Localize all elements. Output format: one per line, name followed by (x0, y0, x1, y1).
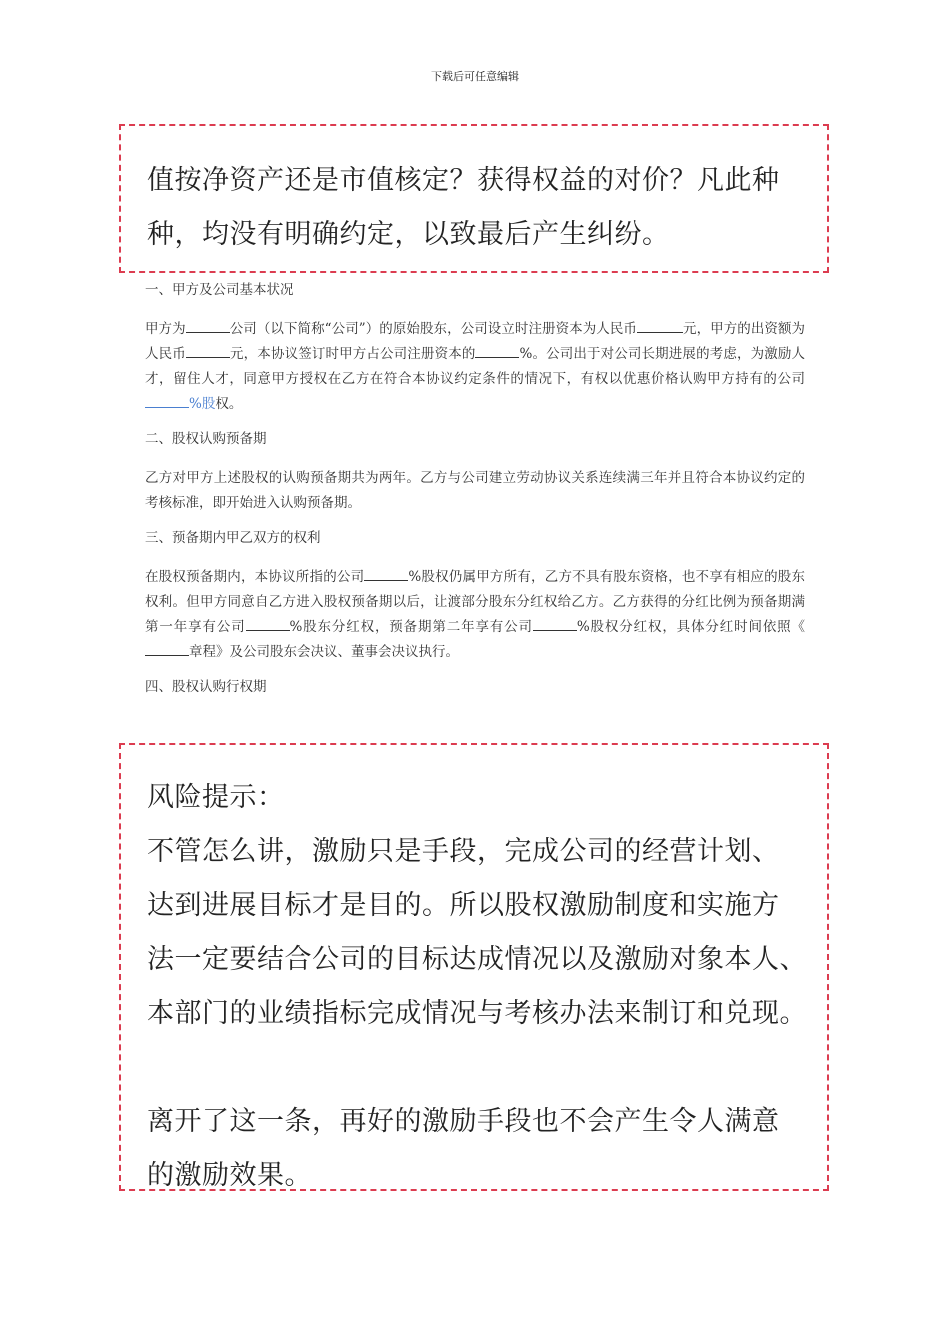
section-3-text-a: 在股权预备期内，本协议所指的公司 (145, 569, 365, 585)
blank-field (145, 642, 189, 657)
agreement-body (145, 278, 805, 714)
section-1-text-d: 元，本协议签订时甲方占公司注册资本的 (229, 346, 476, 362)
section-2-heading: 二、股权认购预备期 (145, 431, 267, 447)
risk-line-4: 本部门的业绩指标完成情况与考核办法来制订和兑现。 (147, 998, 807, 1029)
top-note-line-2: 种，均没有明确约定，以致最后产生纠纷。 (147, 219, 670, 250)
section-1-text-a: 甲方为 (145, 321, 186, 337)
section-4-heading: 四、股权认购行权期 (145, 679, 267, 695)
blank-field (186, 319, 230, 334)
top-note-box (119, 124, 829, 273)
blank-field (637, 319, 675, 334)
blank-field (533, 617, 577, 632)
blank-field (675, 319, 683, 334)
section-3-text-e: 章程》及公司股东会决议、董事会决议执行。 (189, 644, 459, 660)
risk-line-1: 不管怎么讲，激励只是手段，完成公司的经营计划、 (147, 836, 780, 867)
blank-field (364, 567, 408, 582)
section-1-text-f: 权。 (215, 396, 243, 412)
section-2-paragraph: 乙方对甲方上述股权的认购预备期共为两年。乙方与公司建立劳动协议关系连续满三年并且符合本协议约定的考核标准，即开始进入认购预备期。 (145, 470, 805, 511)
risk-warning-box (119, 743, 829, 1191)
top-note-line-1: 值按净资产还是市值核定？获得权益的对价？凡此种 (147, 165, 780, 196)
paragraph-gap (147, 1041, 827, 1095)
blank-field (186, 344, 230, 359)
section-1-heading: 一、甲方及公司基本状况 (145, 282, 294, 298)
risk-line-5: 离开了这一条，再好的激励手段也不会产生令人满意 (147, 1106, 780, 1137)
risk-line-3: 法一定要结合公司的目标达成情况以及激励对象本人、 (147, 944, 807, 975)
blank-field (246, 617, 290, 632)
equity-link-text: %股 (189, 396, 216, 412)
section-3-heading: 三、预备期内甲乙双方的权利 (145, 530, 321, 546)
equity-link[interactable] (145, 396, 215, 412)
blank-field (145, 394, 189, 409)
risk-line-2: 达到进展目标才是目的。所以股权激励制度和实施方 (147, 890, 780, 921)
section-1-text-c: 元，甲方的出资额为人民币 (145, 321, 806, 362)
risk-title: 风险提示： (147, 782, 285, 813)
section-1-text-e: %。公司出于对公司长期进展的考虑，为激励人才，留住人才，同意甲方授权在乙方在符合本协议约定条件的情况下，有权以优惠价格认购甲方持有的公司 (145, 346, 806, 387)
page-header: 下载后可任意编辑 (431, 70, 519, 83)
section-3-paragraph (145, 565, 805, 665)
section-1-text-b: 公司（以下简称“公司”）的原始股东，公司设立时注册资本为人民币 (229, 321, 637, 337)
section-1-paragraph (145, 317, 805, 417)
section-3-text-c: %股东分红权，预备期第二年享有公司 (289, 619, 533, 635)
section-3-text-b: %股权仍属甲方所有，乙方不具有股东资格，也不享有相应的股东权利。但甲方同意自乙方进入股权预备期以后，让渡部分股东分红权给乙方。乙方获得的分红比例为预备期满第一年享有公司 (145, 569, 806, 635)
section-3-text-d: %股权分红权，具体分红时间依照《 (576, 619, 806, 635)
blank-field (475, 344, 519, 359)
risk-line-6: 的激励效果。 (147, 1160, 312, 1191)
